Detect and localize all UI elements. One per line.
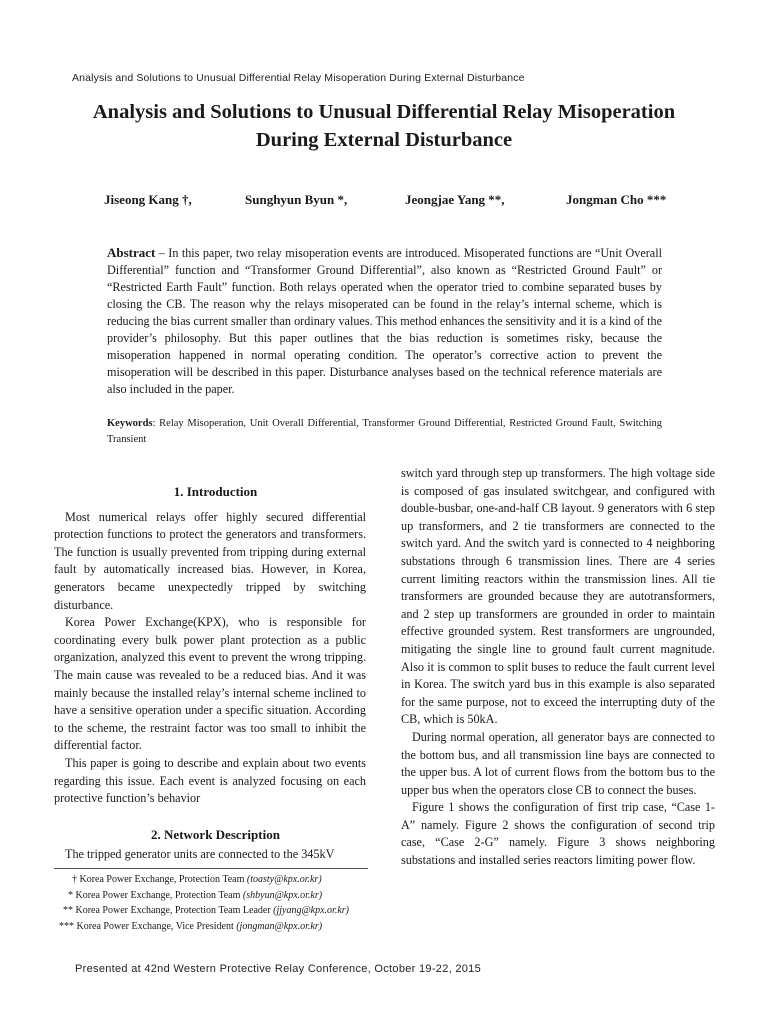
abstract xyxy=(107,244,662,398)
abstract-text: – In this paper, two relay misoperation events are introduced. Misoperated functions are “Unit Overall Differential” function and “Transformer Ground Differential”, also known as “Restricted Ground Fault” or “Restricted Earth Fault” function. Both relays operated when the operator tried to combine separated buses by closing the CB. The reason why the relays misoperated can be found in the relay’s internal scheme, which is reducing the bias current smaller than ordinary values. This method enhances the sensitivity and it is a kind of the provider’s philosophy. But this paper outlines that the bias reduction is sometimes risky, because the misoperation happened in normal operating condition. The operator’s corrective action to prevent the misoperation will be described in this paper. Disturbance analyses based on the technical reference materials are also included in the paper. xyxy=(107,246,662,396)
footnote-1: † Korea Power Exchange, Protection Team (toasty@kpx.or.kr) xyxy=(72,874,322,885)
abstract-heading: Abstract xyxy=(107,245,156,260)
footnote-3: ** Korea Power Exchange, Protection Team Leader (jjyang@kpx.or.kr) xyxy=(63,905,350,916)
network-paragraph-3: Figure 1 shows the configuration of first trip case, “Case 1-A” namely. Figure 2 shows the configuration of second trip case, “Case 2-G” namely. Figure 3 shows neighboring substations and installed series reactors limiting power flow. xyxy=(401,800,715,868)
intro-paragraph-1: Most numerical relays offer highly secured differential protection functions to protect the generators and transformers. The function is usually prevented from tripping during external fault by automatically increased bias. However, in Korea, generators became unexpectedly tripped by switching disturbance. xyxy=(54,509,366,612)
author-3: Jeongjae Yang **, xyxy=(405,192,505,207)
footnotes xyxy=(56,872,376,934)
running-head: Analysis and Solutions to Unusual Differential Relay Misoperation During External Disturbance xyxy=(72,72,525,84)
keywords-text: : Relay Misoperation, Unit Overall Differential, Transformer Ground Differential, Restricted Ground Fault, Switching Transient xyxy=(107,418,662,445)
title-line-1: Analysis and Solutions to Unusual Differential Relay Misoperation xyxy=(92,101,676,123)
conference-footer: Presented at 42nd Western Protective Relay Conference, October 19-22, 2015 xyxy=(75,963,481,975)
network-paragraph-continued: switch yard through step up transformers. The high voltage side is composed of gas insulated switchgear, and configured with double-busbar, one-and-half CB layout. 9 generators with 6 step up transformers, and 2 tie transformers are connected to the switch yard. And the switch yard is connected to 4 neighboring substations through 6 transmission lines. There are 4 series current limiting reactors within the transmission lines. All tie transformers are grounded because they are autotransformers, and 2 step up transformers are grounded in order to maintain effective grounded system. Rest transformers are ungrounded, mitigating the single line to ground fault current magnitude. Also it is common to split buses to reduce the fault current level in Korea. The switch yard bus in this example is also separated for the same purpose, not to exceed the interrupting duty of the CB, which is 50kA. xyxy=(401,466,715,727)
intro-paragraph-3: This paper is going to describe and explain about two events regarding this issue. Each event is analyzed focusing on each protective function’s behavior xyxy=(54,755,366,806)
section-heading-introduction: 1. Introduction xyxy=(173,484,258,499)
footnote-2: * Korea Power Exchange, Protection Team (shbyun@kpx.or.kr) xyxy=(68,889,323,901)
section-heading-network: 2. Network Description xyxy=(151,826,280,842)
title-line-2: During External Disturbance xyxy=(255,129,513,151)
paper-title xyxy=(40,98,728,154)
keywords-label: Keywords xyxy=(107,418,153,429)
author-list xyxy=(0,192,768,210)
network-paragraph-2: During normal operation, all generator bays are connected to the bottom bus, and all transmission line bays are connected to the upper bus. A lot of current flows from the bottom bus to the upper bus when the operators close CB to connect the buses. xyxy=(401,729,715,797)
author-2: Sunghyun Byun *, xyxy=(245,192,348,207)
author-4: Jongman Cho *** xyxy=(566,192,667,207)
intro-paragraph-2: Korea Power Exchange(KPX), who is responsible for coordinating every bulk power plant protection as a public organization, analyzed this event to prevent the wrong tripping. The main cause was revealed to be a reduced bias. And it was mainly because the installed relay’s internal scheme inclined to have a sensitive operation under a specific situation. According to the scheme, the restraint factor was too small to inhibit the differential factor. xyxy=(54,615,366,753)
left-column xyxy=(54,483,366,864)
network-paragraph-1: The tripped generator units are connected to the 345kV xyxy=(65,847,335,862)
footnote-4: *** Korea Power Exchange, Vice President (jongman@kpx.or.kr) xyxy=(59,920,323,932)
keywords xyxy=(107,416,662,448)
author-1: Jiseong Kang †, xyxy=(104,192,192,207)
footnote-divider xyxy=(54,868,368,869)
right-column xyxy=(401,465,715,870)
